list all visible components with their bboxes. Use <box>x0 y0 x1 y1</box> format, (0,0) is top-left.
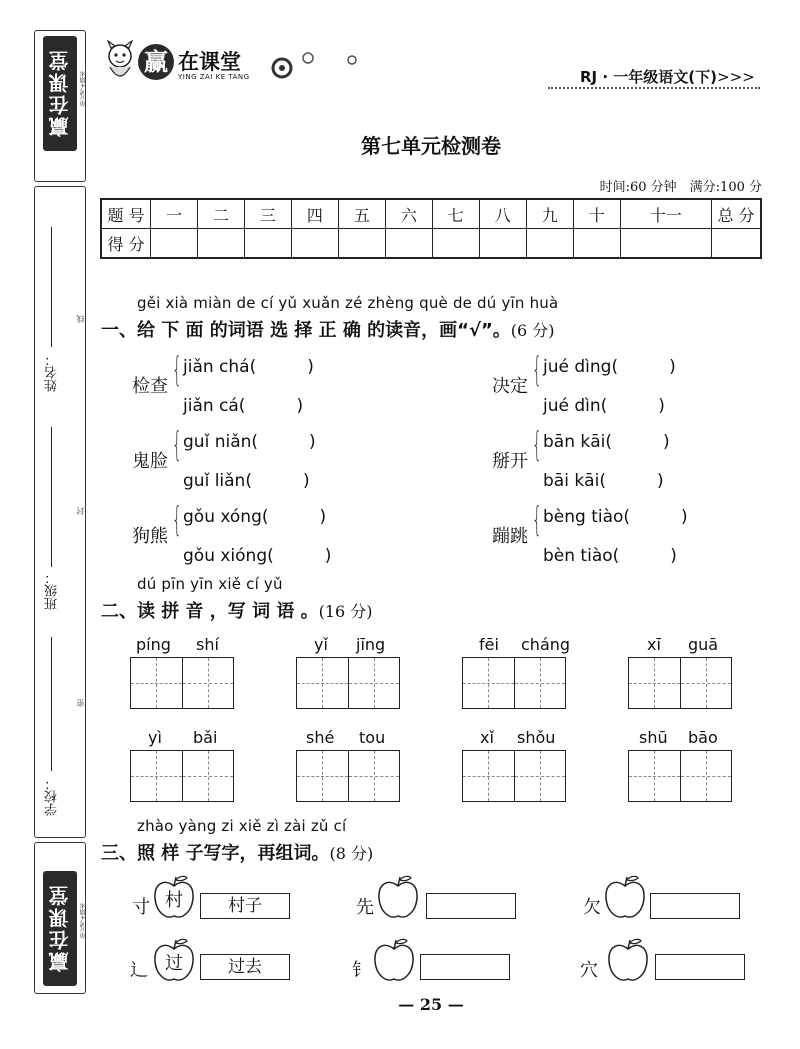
decor-circles-icon <box>268 46 358 86</box>
radical-char: 欠 <box>583 897 601 918</box>
brace-icon: { <box>172 350 182 390</box>
score-input-cell[interactable] <box>151 229 198 259</box>
score-input-cell[interactable] <box>573 229 620 259</box>
name-line <box>51 227 52 347</box>
apple-slot[interactable] <box>372 937 416 985</box>
section1-title <box>101 316 555 342</box>
word-pinyin: yì <box>148 728 162 747</box>
apple-slot[interactable] <box>606 937 650 985</box>
tianzige-cell[interactable] <box>183 658 234 708</box>
answer-box[interactable] <box>655 954 745 980</box>
brace-icon: { <box>532 500 542 540</box>
choice-option[interactable]: jiǎn cá( ) <box>183 396 304 416</box>
table-cell: 题 号 <box>101 199 151 229</box>
side-logo-top: 赢在课堂 <box>43 36 77 151</box>
page-title: 第七单元检测卷 <box>361 134 501 158</box>
choice-word: 检查 <box>132 376 168 397</box>
answer-box[interactable]: 过去 <box>200 954 290 980</box>
table-cell: 二 <box>197 199 244 229</box>
name-label: 姓名： <box>45 353 60 392</box>
word-pinyin: xǐ <box>480 728 494 747</box>
score-input-cell[interactable] <box>197 229 244 259</box>
choice-word: 掰开 <box>492 451 528 472</box>
section2-pinyin: dú pīn yīn xiě cí yǔ <box>137 575 283 593</box>
tianzige-cell[interactable] <box>515 751 566 801</box>
answer-box[interactable] <box>420 954 510 980</box>
table-cell: 总 分 <box>712 199 762 229</box>
tianzige-box[interactable] <box>130 750 234 802</box>
tianzige-cell[interactable] <box>629 751 681 801</box>
section2-title-text: 二、读 拼 音 ，写 词 语 。 <box>101 601 319 622</box>
tianzige-box[interactable] <box>628 657 732 709</box>
score-input-cell[interactable] <box>620 229 711 259</box>
apple-slot[interactable] <box>376 874 420 922</box>
binding-strip-top <box>34 30 86 182</box>
word-pinyin: fēi <box>479 635 499 654</box>
radical-char: 寸 <box>132 897 150 918</box>
word-pinyin: guā <box>688 635 719 654</box>
binding-strip-middle <box>34 186 86 838</box>
choice-option[interactable]: jué dìng( ) <box>543 357 676 377</box>
apple-icon <box>603 874 647 922</box>
word-pinyin: jīng <box>356 635 386 654</box>
choice-option[interactable]: jué dìn( ) <box>543 396 665 416</box>
choice-option[interactable]: bān kāi( ) <box>543 432 670 452</box>
table-cell: 七 <box>432 199 479 229</box>
choice-option[interactable]: bāi kāi( ) <box>543 471 664 491</box>
score-input-cell[interactable] <box>291 229 338 259</box>
cut-mark-1: 线 <box>76 315 85 323</box>
table-cell: 六 <box>385 199 432 229</box>
score-table <box>100 198 762 259</box>
school-line <box>51 637 52 771</box>
cut-mark-3: 密 <box>76 699 85 707</box>
subject-text: RJ · 一年级语文(下) <box>580 68 717 86</box>
tianzige-box[interactable] <box>130 657 234 709</box>
score-input-cell[interactable] <box>385 229 432 259</box>
section3-points: (8 分) <box>329 844 374 863</box>
tianzige-cell[interactable] <box>681 751 732 801</box>
score-input-cell[interactable] <box>712 229 762 259</box>
side-logo-sub-bottom: 单元考+期末 <box>80 903 87 939</box>
apple-slot[interactable] <box>152 874 196 922</box>
exam-meta: 时间:60 分钟 满分:100 分 <box>599 180 762 195</box>
word-pinyin: shū <box>639 728 668 747</box>
choice-option[interactable]: guǐ liǎn( ) <box>183 471 310 491</box>
tianzige-cell[interactable] <box>463 658 515 708</box>
word-pinyin: shé <box>306 728 335 747</box>
word-pinyin: yǐ <box>314 635 328 654</box>
apple-char: 村 <box>165 890 183 911</box>
section2-title <box>101 597 373 623</box>
header-logo-char: 赢 <box>138 44 174 80</box>
brace-icon: { <box>172 500 182 540</box>
word-pinyin: bǎi <box>193 728 218 747</box>
choice-option[interactable]: jiǎn chá( ) <box>183 357 314 377</box>
subject-arrows: >>> <box>717 68 755 86</box>
section2-points: (16 分) <box>318 602 373 621</box>
section1-title-text: 一、给 下 面 的词语 选 择 正 确 的读音，画“√”。 <box>101 320 511 341</box>
subject-label <box>580 66 755 87</box>
choice-option[interactable]: guǐ niǎn( ) <box>183 432 316 452</box>
word-pinyin: píng <box>136 635 171 654</box>
word-pinyin: xī <box>647 635 661 654</box>
choice-option[interactable]: gǒu xóng( ) <box>183 507 327 527</box>
header-logo <box>100 40 300 90</box>
table-cell: 一 <box>151 199 198 229</box>
score-input-cell[interactable] <box>479 229 526 259</box>
score-table-header-row <box>101 199 761 229</box>
table-cell: 得 分 <box>101 229 151 259</box>
tianzige-box[interactable] <box>296 657 400 709</box>
tianzige-cell[interactable] <box>349 751 400 801</box>
score-table-score-row <box>101 229 761 259</box>
word-pinyin: bāo <box>688 728 718 747</box>
binding-strip-bottom <box>34 842 86 994</box>
choice-word: 决定 <box>492 376 528 397</box>
tianzige-cell[interactable] <box>131 658 183 708</box>
tianzige-cell[interactable] <box>515 658 566 708</box>
apple-char: 过 <box>165 953 183 974</box>
choice-word: 蹦跳 <box>492 526 528 547</box>
tianzige-cell[interactable] <box>681 658 732 708</box>
tianzige-box[interactable] <box>296 750 400 802</box>
apple-slot[interactable] <box>152 937 196 985</box>
table-cell: 十 <box>573 199 620 229</box>
answer-box[interactable] <box>426 893 516 919</box>
tianzige-cell[interactable] <box>131 751 183 801</box>
table-cell: 四 <box>291 199 338 229</box>
table-cell: 三 <box>244 199 291 229</box>
word-pinyin: shǒu <box>517 728 556 747</box>
tianzige-cell[interactable] <box>629 658 681 708</box>
section1-pinyin: gěi xià miàn de cí yǔ xuǎn zé zhèng què de dú yīn huà <box>137 294 559 312</box>
mascot-icon <box>100 40 140 86</box>
radical-char: 先 <box>356 897 374 918</box>
header-logo-text: 在课堂 <box>178 50 241 74</box>
tianzige-cell[interactable] <box>463 751 515 801</box>
side-logo-sub-top: 单元考+期末 <box>80 71 87 107</box>
radical-char: 辶 <box>130 960 148 981</box>
table-cell: 八 <box>479 199 526 229</box>
tianzige-box[interactable] <box>462 750 566 802</box>
score-input-cell[interactable] <box>338 229 385 259</box>
choice-option[interactable]: bèn tiào( ) <box>543 546 677 566</box>
school-label: 学校： <box>45 777 60 816</box>
word-pinyin: cháng <box>521 635 571 654</box>
header-dotted-line <box>548 87 760 89</box>
tianzige-cell[interactable] <box>297 658 349 708</box>
section3-title <box>101 839 373 865</box>
side-logo-bottom: 赢在课堂 <box>43 871 77 986</box>
tianzige-cell[interactable] <box>297 751 349 801</box>
choice-word: 鬼脸 <box>132 451 168 472</box>
table-cell: 五 <box>338 199 385 229</box>
header-logo-pinyin: YING ZAI KE TANG <box>178 73 250 81</box>
score-input-cell[interactable] <box>526 229 573 259</box>
section3-pinyin: zhào yàng zi xiě zì zài zǔ cí <box>137 817 347 835</box>
section3-title-text: 三、照 样 子写字，再组词。 <box>101 843 330 864</box>
apple-icon <box>606 937 650 985</box>
section1-points: (6 分) <box>510 321 555 340</box>
choice-option[interactable]: bèng tiào( ) <box>543 507 688 527</box>
choice-option[interactable]: gǒu xióng( ) <box>183 546 332 566</box>
tianzige-box[interactable] <box>462 657 566 709</box>
cut-mark-2: 封 <box>76 507 85 515</box>
apple-slot[interactable] <box>603 874 647 922</box>
apple-icon <box>372 937 416 985</box>
word-pinyin: tou <box>359 728 386 747</box>
table-cell: 九 <box>526 199 573 229</box>
radical-char: 穴 <box>580 960 598 981</box>
word-pinyin: shí <box>196 635 219 654</box>
class-label: 班级： <box>45 571 60 610</box>
page-number: — 25 — <box>398 995 464 1014</box>
score-input-cell[interactable] <box>244 229 291 259</box>
brace-icon: { <box>532 425 542 465</box>
answer-box[interactable]: 村子 <box>200 893 290 919</box>
tianzige-box[interactable] <box>628 750 732 802</box>
apple-icon <box>376 874 420 922</box>
choice-word: 狗熊 <box>132 526 168 547</box>
tianzige-cell[interactable] <box>183 751 234 801</box>
tianzige-cell[interactable] <box>349 658 400 708</box>
brace-icon: { <box>532 350 542 390</box>
answer-box[interactable] <box>650 893 740 919</box>
radical-char: 钅 <box>352 960 370 981</box>
score-input-cell[interactable] <box>432 229 479 259</box>
class-line <box>51 427 52 567</box>
table-cell: 十一 <box>620 199 711 229</box>
brace-icon: { <box>172 425 182 465</box>
